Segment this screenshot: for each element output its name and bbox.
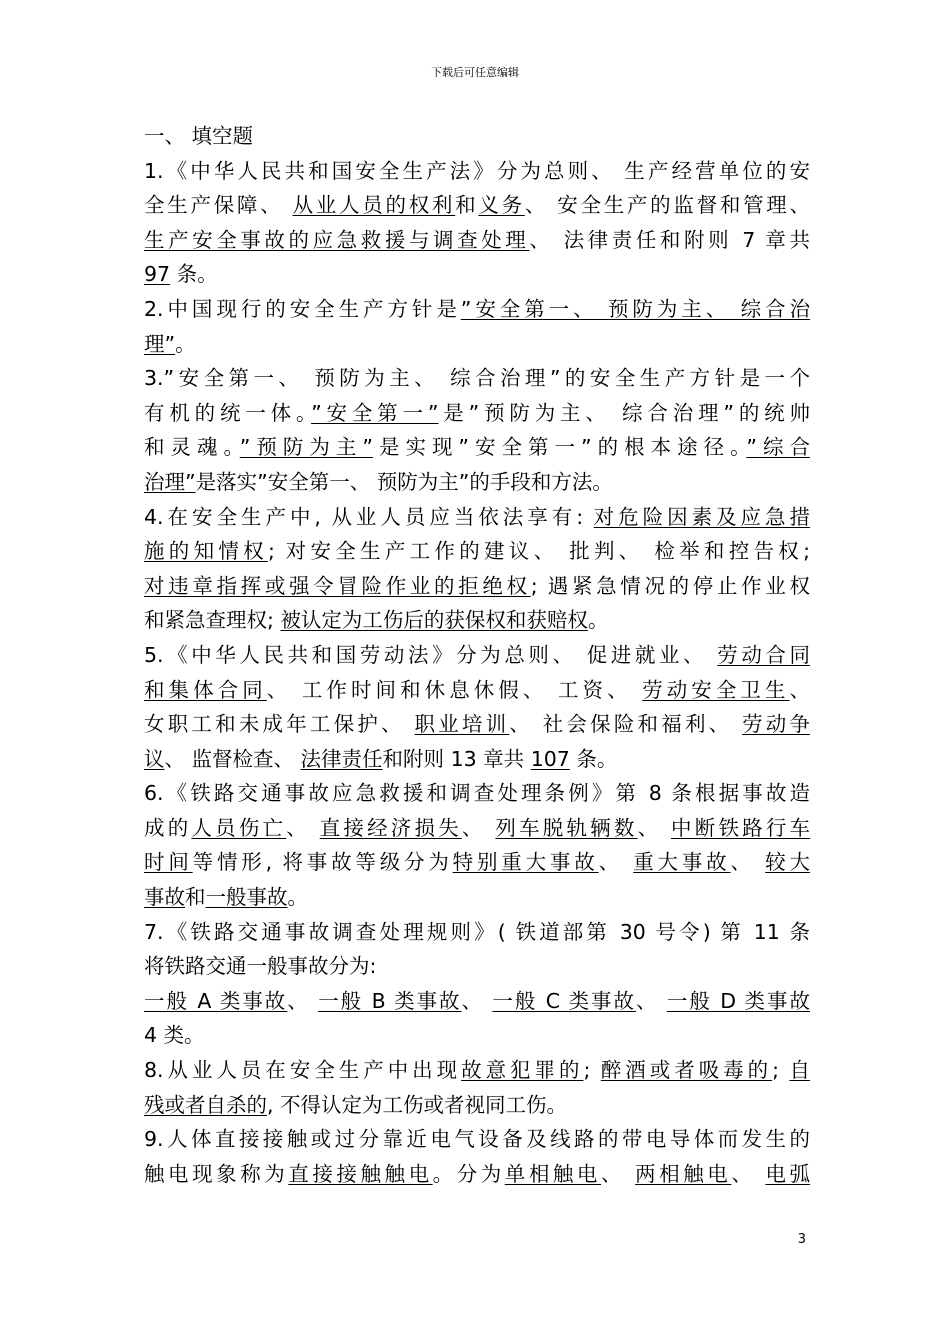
answer-blank: 中断铁路行车 bbox=[671, 815, 811, 840]
text-line bbox=[144, 673, 810, 708]
text-line bbox=[144, 1122, 810, 1157]
text-line bbox=[144, 154, 810, 189]
text-segment: 、 法律责任和附则 7 章共 bbox=[529, 227, 810, 252]
answer-blank: 职业培训 bbox=[414, 712, 510, 737]
text-line bbox=[144, 811, 810, 846]
text-line bbox=[144, 223, 810, 258]
text-line bbox=[144, 361, 810, 396]
answer-blank: 施的知情权 bbox=[144, 539, 268, 564]
text-segment: 3.”安全第一、 预防为主、 综合治理”的安全生产方针是一个 bbox=[144, 366, 810, 391]
answer-blank: 直接接触触电 bbox=[288, 1161, 433, 1186]
text-segment: 和 bbox=[185, 885, 206, 910]
text-segment: 、 bbox=[287, 988, 319, 1013]
answer-blank: 醉酒或者吸毒的 bbox=[600, 1058, 773, 1083]
text-segment: 、 bbox=[601, 1161, 636, 1186]
text-segment: 女职工和未成年工保护、 bbox=[144, 712, 415, 737]
text-segment: 和紧急查理权; bbox=[144, 608, 281, 633]
text-segment: 6.《铁路交通事故应急救援和调查处理条例》第 8 条根据事故造 bbox=[144, 781, 810, 806]
text-segment: 、 社会保险和福利、 bbox=[509, 712, 743, 737]
text-segment: 、 监督检查、 bbox=[164, 746, 301, 771]
text-line bbox=[144, 465, 810, 500]
text-segment: 、 bbox=[286, 815, 320, 840]
text-segment: 7.《铁路交通事故调查处理规则》( 铁道部第 30 号令) 第 11 条 bbox=[144, 919, 810, 944]
text-line bbox=[144, 188, 810, 223]
text-segment: 、 bbox=[461, 815, 496, 840]
answer-blank: 重大事故 bbox=[633, 850, 731, 875]
text-line bbox=[144, 845, 810, 880]
text-line bbox=[144, 1018, 810, 1053]
text-line bbox=[144, 984, 810, 1019]
text-segment: ; 对安全生产工作的建议、 批判、 检举和控告权; bbox=[267, 539, 810, 564]
text-line bbox=[144, 915, 810, 950]
text-segment: 1.《中华人民共和国安全生产法》分为总则、 生产经营单位的安 bbox=[144, 158, 810, 183]
text-line bbox=[144, 292, 810, 327]
text-segment: 有机的统一体。 bbox=[144, 400, 312, 425]
answer-blank: 一般 A 类事故 bbox=[144, 988, 288, 1013]
text-line bbox=[144, 327, 810, 362]
text-segment: 、 工作时间和休息休假、 工资、 bbox=[266, 677, 643, 702]
text-segment: 是”预防为主、 综合治理”的统帅 bbox=[438, 400, 810, 425]
text-segment: 。 bbox=[287, 885, 308, 910]
answer-blank: 议 bbox=[144, 746, 165, 771]
answer-blank: 时间 bbox=[144, 850, 193, 875]
answer-blank: 一般 D 类事故 bbox=[666, 988, 810, 1013]
text-segment: 4 类。 bbox=[144, 1023, 205, 1048]
answer-blank: 理” bbox=[144, 331, 176, 356]
text-line bbox=[144, 569, 810, 604]
text-segment: 5.《中华人民共和国劳动法》分为总则、 促进就业、 bbox=[144, 642, 718, 667]
answer-blank: 特别重大事故 bbox=[452, 850, 599, 875]
answer-blank: 一般 C 类事故 bbox=[492, 988, 636, 1013]
answer-blank: 单相触电 bbox=[504, 1161, 601, 1186]
answer-blank: 一般事故 bbox=[205, 885, 288, 910]
section-heading bbox=[144, 119, 810, 154]
text-segment: 、 bbox=[789, 677, 810, 702]
text-segment: 将铁路交通一般事故分为: bbox=[144, 954, 377, 979]
text-segment: ; 遇紧急情况的停止作业权 bbox=[530, 573, 810, 598]
text-segment: ; bbox=[583, 1058, 601, 1083]
text-segment: 9.人体直接接触或过分靠近电气设备及线路的带电导体而发生的 bbox=[144, 1127, 810, 1152]
page-number: 3 bbox=[797, 1232, 806, 1247]
answer-blank: ”预防为主” bbox=[239, 435, 373, 460]
text-segment: 。 bbox=[175, 331, 196, 356]
text-segment: 、 bbox=[731, 1161, 766, 1186]
text-line bbox=[144, 1157, 810, 1192]
text-segment: 、 bbox=[635, 988, 667, 1013]
text-line bbox=[144, 707, 810, 742]
text-segment: 2.中国现行的安全生产方针是 bbox=[144, 296, 461, 321]
text-line bbox=[144, 534, 810, 569]
text-segment: 和灵魂。 bbox=[144, 435, 240, 460]
answer-blank: 两相触电 bbox=[635, 1161, 732, 1186]
text-segment: , 不得认定为工伤或者视同工伤。 bbox=[267, 1092, 568, 1117]
answer-blank: 故意犯罪的 bbox=[461, 1058, 584, 1083]
text-segment: 和 bbox=[455, 193, 479, 218]
answer-blank: 较大 bbox=[765, 850, 810, 875]
text-segment: 条。 bbox=[569, 746, 618, 771]
text-segment: 、 bbox=[637, 815, 672, 840]
text-segment: 。 bbox=[587, 608, 609, 633]
text-line bbox=[144, 949, 810, 984]
answer-blank: 97 bbox=[144, 262, 171, 287]
text-segment: 是实现”安全第一”的根本途径。 bbox=[372, 435, 747, 460]
answer-blank: 一般 B 类事故 bbox=[318, 988, 462, 1013]
answer-blank: 残或者自杀的 bbox=[144, 1092, 267, 1117]
text-segment: ; bbox=[772, 1058, 790, 1083]
text-segment: 、 bbox=[461, 988, 493, 1013]
text-line bbox=[144, 742, 810, 777]
text-segment: 成的 bbox=[144, 815, 192, 840]
answer-blank: 被认定为工伤后的获保权和获赔权 bbox=[280, 608, 588, 633]
answer-blank: 法律责任 bbox=[300, 746, 383, 771]
answer-blank: 事故 bbox=[144, 885, 185, 910]
answer-blank: 107 bbox=[530, 746, 570, 771]
text-segment: 等情形, 将事故等级分为 bbox=[192, 850, 453, 875]
answer-blank: 直接经济损失 bbox=[319, 815, 462, 840]
answer-blank: 劳动合同 bbox=[717, 642, 811, 667]
answer-blank: 自 bbox=[789, 1058, 810, 1083]
text-segment: 是落实”安全第一、 预防为主”的手段和方法。 bbox=[195, 469, 613, 494]
text-segment: 一、 填空题 bbox=[144, 124, 254, 148]
text-line bbox=[144, 257, 810, 292]
answer-blank: ”综合 bbox=[746, 435, 810, 460]
text-line bbox=[144, 776, 810, 811]
answer-blank: 生产安全事故的应急救援与调查处理 bbox=[144, 227, 530, 252]
text-segment: 4.在安全生产中, 从业人员应当依法享有: bbox=[144, 504, 594, 529]
text-segment: 、 安全生产的监督和管理、 bbox=[524, 193, 811, 218]
answer-blank: 劳动争 bbox=[742, 712, 810, 737]
text-line bbox=[144, 603, 810, 638]
text-line bbox=[144, 638, 810, 673]
text-line bbox=[144, 1053, 810, 1088]
text-segment: 8.从业人员在安全生产中出现 bbox=[144, 1058, 462, 1083]
text-line bbox=[144, 396, 810, 431]
text-segment: 条。 bbox=[170, 262, 218, 287]
text-line bbox=[144, 500, 810, 535]
answer-blank: 人员伤亡 bbox=[191, 815, 287, 840]
answer-blank: 对危险因素及应急措 bbox=[593, 504, 811, 529]
text-segment: 和附则 13 章共 bbox=[382, 746, 531, 771]
text-segment: 触电现象称为 bbox=[144, 1161, 289, 1186]
page-header: 下载后可任意编辑 bbox=[431, 66, 519, 79]
text-segment: 。分为 bbox=[432, 1161, 505, 1186]
text-line bbox=[144, 880, 810, 915]
answer-blank: ”安全第一” bbox=[311, 400, 439, 425]
text-segment: 全生产保障、 bbox=[144, 193, 293, 218]
answer-blank: 从业人员的权利 bbox=[292, 193, 456, 218]
text-line bbox=[144, 430, 810, 465]
document-body bbox=[144, 119, 810, 1191]
text-line bbox=[144, 1088, 810, 1123]
answer-blank: 对违章指挥或强令冒险作业的拒绝权 bbox=[144, 573, 531, 598]
text-segment: 、 bbox=[730, 850, 766, 875]
answer-blank: ”安全第一、 预防为主、 综合治 bbox=[460, 296, 810, 321]
answer-blank: 和集体合同 bbox=[144, 677, 267, 702]
answer-blank: 电弧 bbox=[765, 1161, 811, 1186]
answer-blank: 劳动安全卫生 bbox=[642, 677, 790, 702]
text-segment: 、 bbox=[598, 850, 634, 875]
answer-blank: 列车脱轨辆数 bbox=[495, 815, 638, 840]
answer-blank: 义务 bbox=[478, 193, 525, 218]
answer-blank: 治理” bbox=[144, 469, 196, 494]
